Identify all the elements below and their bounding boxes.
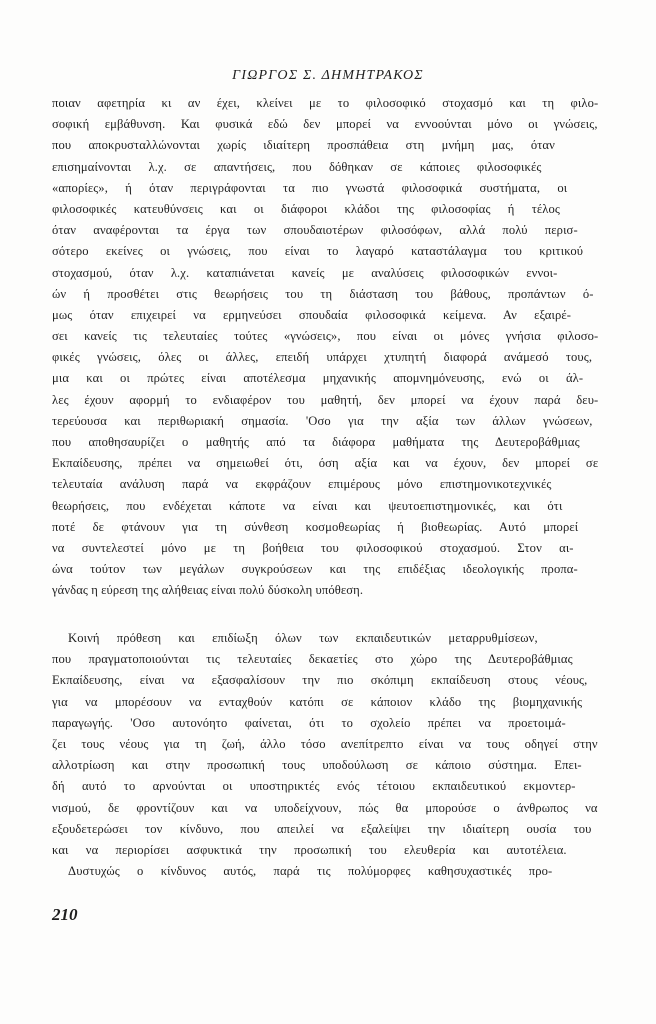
paragraph-2: [52, 628, 598, 882]
text-line: που πραγματοποιούνται τις τελευταίες δεκαετίες στο χώρο της Δευτεροβάθμιας: [52, 652, 573, 667]
text-line: ώνα τούτον των μεγάλων συγκρούσεων και της επιδέξιας ιδεολογικής προπα-: [52, 562, 578, 577]
text-line: Δυστυχώς ο κίνδυνος αυτός, παρά τις πολύμορφες καθησυχαστικές προ-: [68, 864, 553, 879]
text-line: μως όταν επιχειρεί να ερμηνεύσει σπουδαία φιλοσοφικά κείμενα. Αν εξαιρέ-: [52, 307, 572, 322]
text-line: σότερο εκείνες οι γνώσεις, που είναι το λαγαρό καταστάλαγμα του κριτικού: [52, 244, 584, 259]
text-line: ποτέ δε φτάνουν για τη σύνθεση κοσμοθεωρίας ή βιοθεωρίας. Αυτό μπορεί: [52, 519, 579, 534]
text-line: φιλοσοφικές κατευθύνσεις και οι διάφοροι κλάδοι της φιλοσοφίας ή τέλος: [52, 201, 560, 216]
text-line: αλλοτρίωση και στην προσωπική τους υποδούλωση σε κάποιο σύστημα. Επει-: [52, 758, 582, 773]
text-line: θεωρήσεις, που ενδέχεται κάποτε να είναι και ψευτοεπιστημονικές, και ότι: [52, 498, 563, 513]
text-line: εξουδετερώσει τον κίνδυνο, που απειλεί να εξαλείψει την ιδιαίτερη ουσία του: [52, 821, 592, 836]
text-line: που αποκρυσταλλώνονται χωρίς ιδιαίτερη προσπάθεια στη μνήμη μας, όταν: [52, 138, 555, 153]
text-line: που αποθησαυρίζει ο μαθητής από τα διάφορα μαθήματα της Δευτεροβάθμιας: [52, 435, 580, 449]
text-line: τερεύουσα και περιθωριακή σημασία. 'Οσο για την αξία των άλλων γνώσεων,: [52, 413, 593, 428]
text-line: λες έχουν αφορμή το ενδιαφέρον του μαθητή, δεν μπορεί να έχουν παρά δευ-: [52, 392, 599, 407]
text-line: σει κανείς τις τελευταίες τούτες «γνώσεις», που είναι οι μόνες γνήσια φιλοσο-: [52, 329, 599, 344]
running-head-author: ΓΙΩΡΓΟΣ Σ. ΔΗΜΗΤΡΑΚΟΣ: [232, 68, 424, 83]
text-line: φικές γνώσεις, όλες οι άλλες, επειδή υπάρχει χτυπητή διαφορά ανάμεσό τους,: [52, 350, 593, 365]
text-line: ών ή προσθέτει στις θεωρήσεις του τη διάσταση του βάθους, προπάντων ό-: [52, 286, 594, 301]
text-line: ζει τους νέους για τη ζωή, άλλο τόσο ανεπίτρεπτο είναι να τους οδηγεί στην: [52, 736, 598, 751]
paragraph-1: [52, 93, 598, 602]
text-line: ποιαν αφετηρία κι αν έχει, κλείνει με το φιλοσοφικό στοχασμό και τη φιλο-: [52, 96, 599, 110]
text-line: να συντελεστεί μόνο με τη βοήθεια του φιλοσοφικού στοχασμού. Στον αι-: [52, 540, 574, 555]
text-line: παραγωγής. 'Οσο αυτονόητο φαίνεται, ότι το σχολείο πρέπει να προετοιμά-: [52, 715, 566, 730]
text-line: όταν αναφέρονται τα έργα των σπουδαιοτέρων φιλοσόφων, αλλά πολύ περισ-: [52, 223, 578, 238]
text-line: Εκπαίδευσης, είναι να εξασφαλίσουν την πιο σκόπιμη εκπαίδευση στους νέους,: [52, 673, 588, 688]
text-line: Εκπαίδευσης, πρέπει να σημειωθεί ότι, όση αξία και να έχουν, δεν μπορεί σε: [52, 456, 599, 471]
text-line: για να μπορέσουν να ενταχθούν κατόπι σε κάποιον κλάδο της βιομηχανικής: [52, 694, 583, 709]
text-line: «απορίες», ή όταν περιγράφονται τα πιο γνωστά φιλοσοφικά συστήματα, οι: [52, 180, 568, 195]
text-line: στοχασμού, όταν λ.χ. καταπιάνεται κανείς με αναλύσεις φιλοσοφικών εννοι-: [52, 265, 558, 280]
text-line: δή αυτό το αρνούνται οι υποστηρικτές ενός τέτοιου εκπαιδευτικού εκμοντερ-: [52, 779, 576, 794]
text-line: γάνδας η εύρεση της αλήθειας είναι πολύ δύσκολη υπόθεση.: [52, 583, 364, 598]
text-line: επισημαίνονται λ.χ. σε απαντήσεις, που δόθηκαν σε κάποιες φιλοσοφικές: [52, 159, 542, 174]
text-line: και να περιορίσει ασφυκτικά την προσωπική του ελευθερία και αυτοτέλεια.: [52, 842, 567, 857]
page-number: 210: [52, 905, 78, 924]
text-line: Κοινή πρόθεση και επιδίωξη όλων των εκπαιδευτικών μεταρρυθμίσεων,: [68, 631, 538, 645]
text-line: τελευταία ανάλυση παρά να εκφράζουν επιμέρους μόνο επιστημονικοτεχνικές: [52, 477, 552, 492]
text-line: νισμού, δε φροντίζουν και να υποδείχνουν, πώς θα μπορούσε ο άνθρωπος να: [52, 800, 598, 815]
text-line: μια και οι πρώτες είναι αποτέλεσμα μηχανικής απομνημόνευσης, ενώ οι άλ-: [52, 371, 584, 386]
text-line: σοφική εμβάθυνση. Και φυσικά εδώ δεν μπορεί να εννοούνται μόνο οι γνώσεις,: [52, 117, 598, 132]
